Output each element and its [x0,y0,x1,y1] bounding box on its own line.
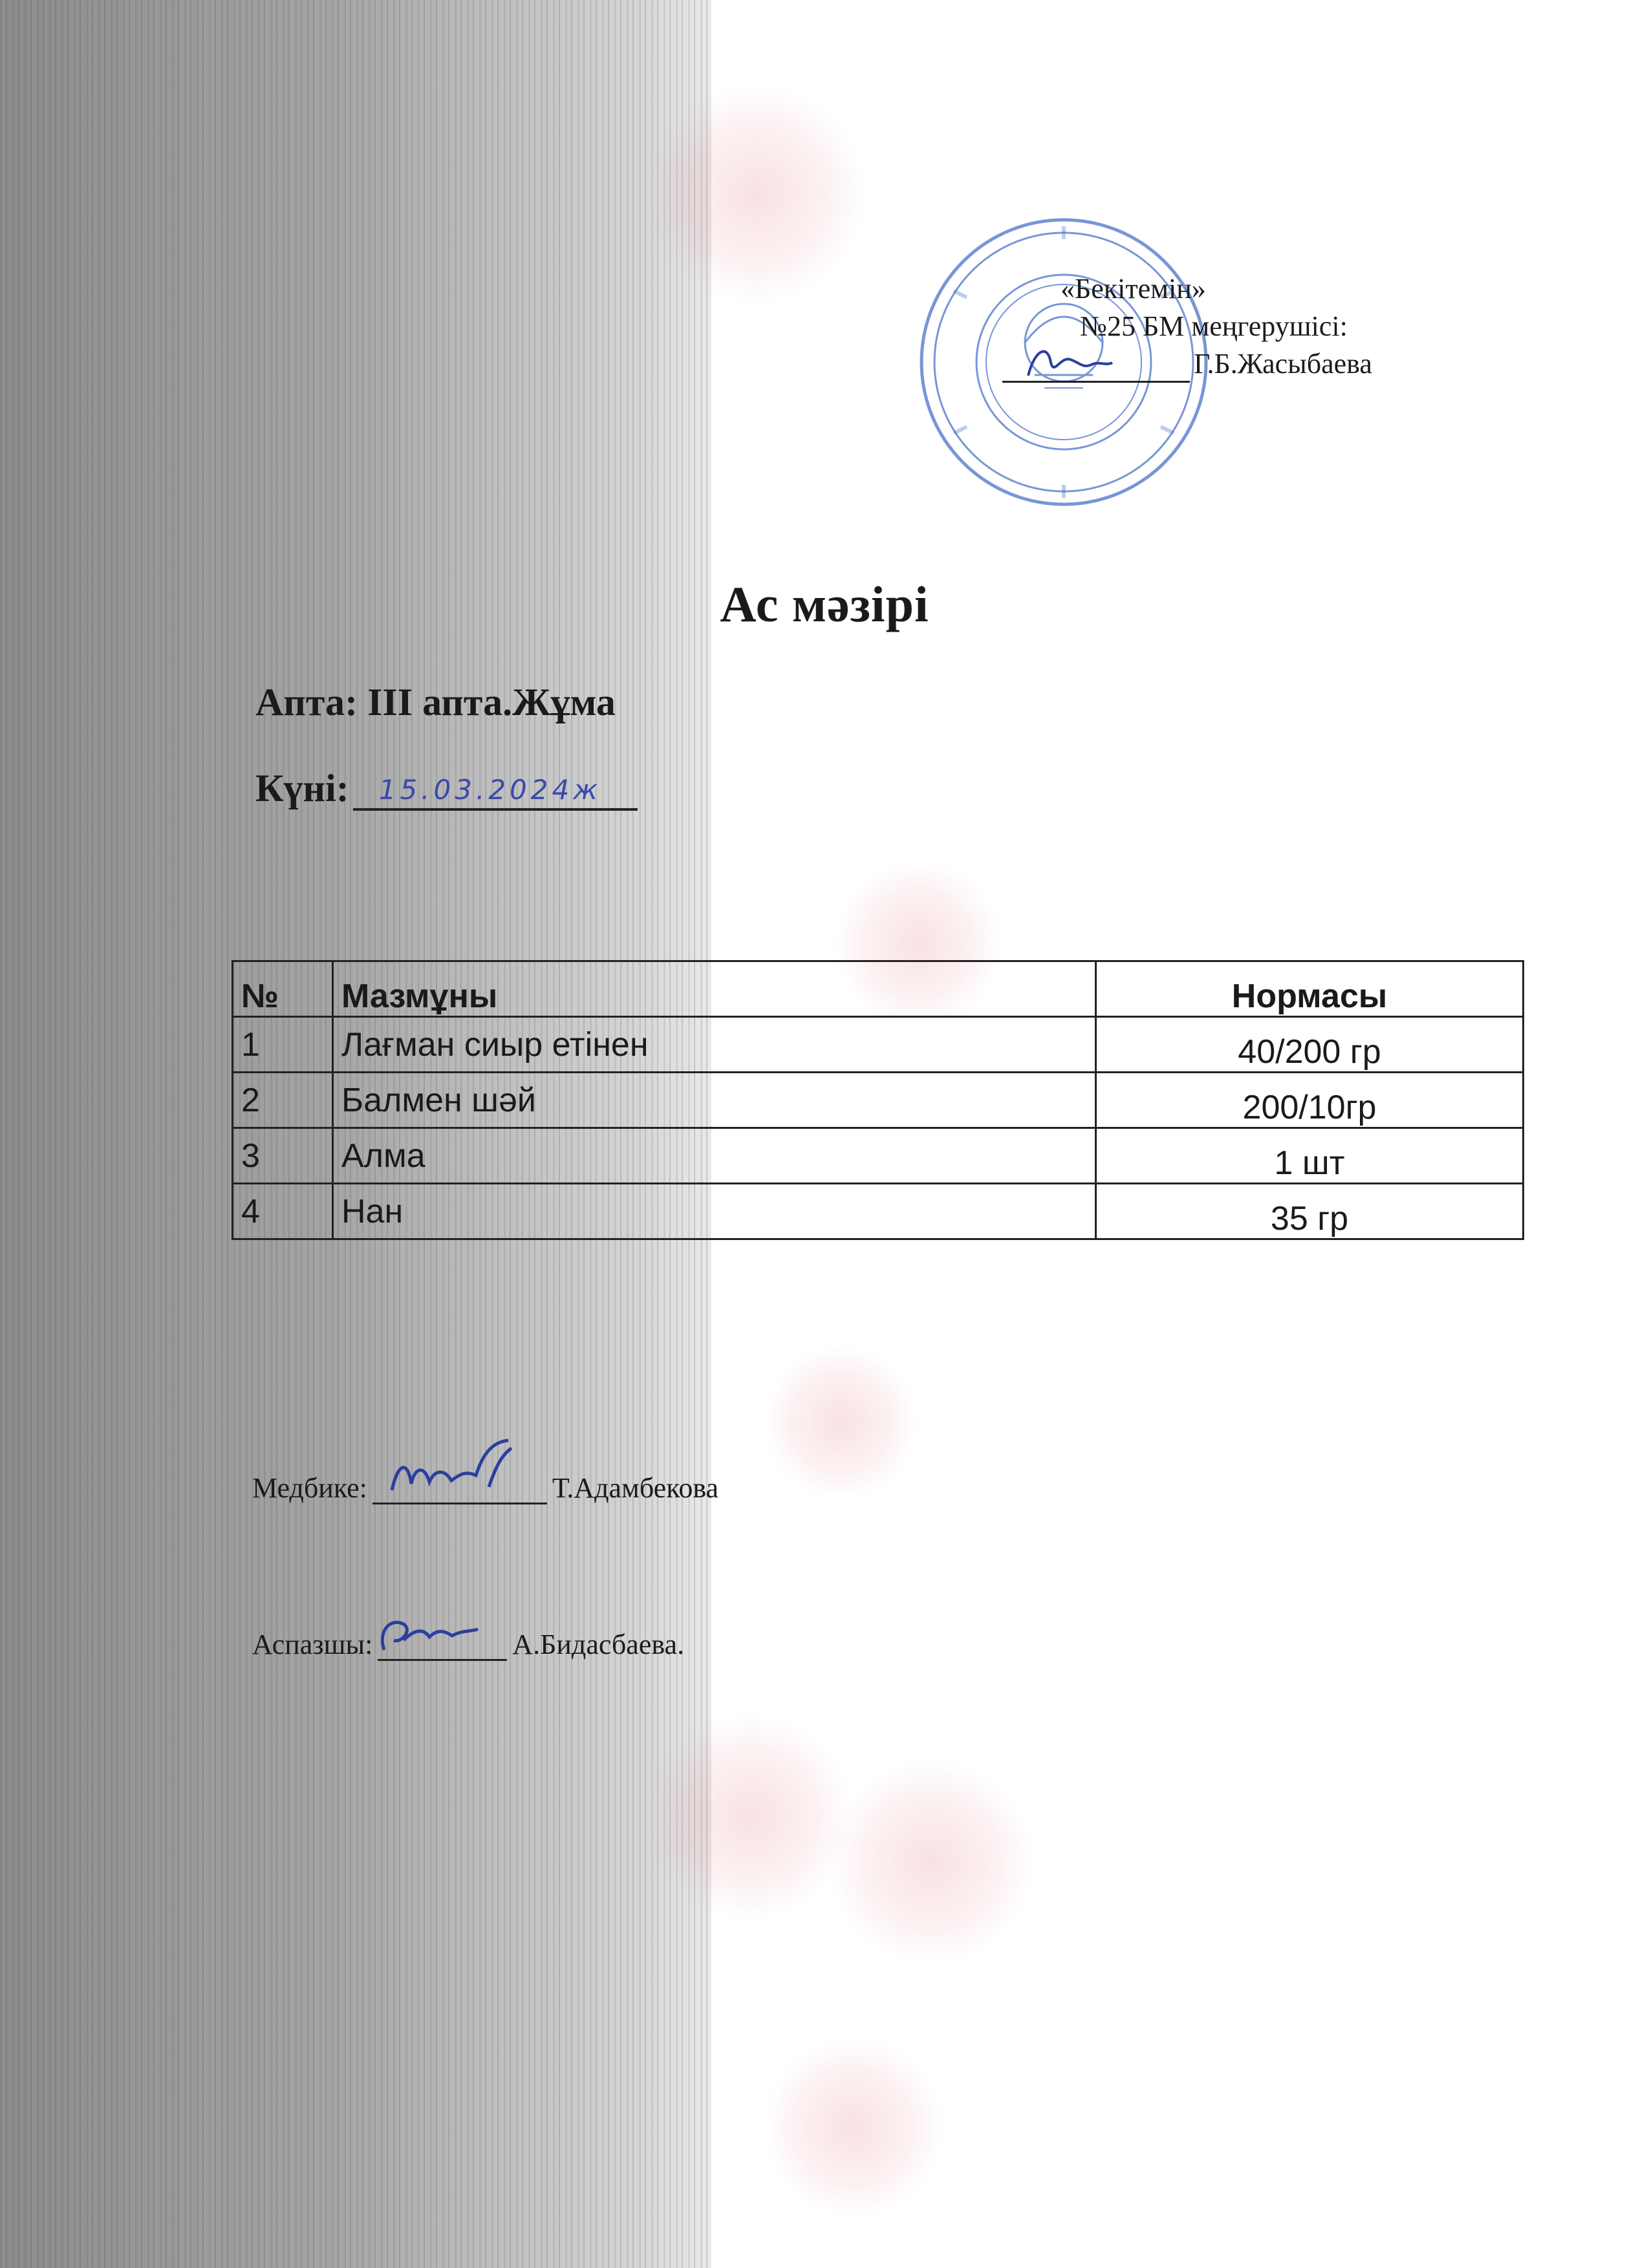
row-number: 3 [233,1128,333,1184]
approval-block [1061,270,1372,383]
nurse-signature-row [252,1466,718,1504]
table-row [233,1073,1524,1128]
row-number: 4 [233,1184,333,1239]
approval-heading: «Бекітемін» [1061,273,1206,305]
nurse-name: Т.Адамбекова [552,1472,719,1504]
director-signature [1002,378,1190,383]
table-header-row [233,961,1524,1017]
cook-name: А.Бидасбаева. [512,1629,685,1660]
row-number: 2 [233,1073,333,1128]
cook-signature-row [252,1623,684,1661]
week-label: Апта: ІІІ апта.Жұма [255,681,616,723]
nurse-signature-icon [379,1435,534,1506]
row-dish: Нан [333,1184,1096,1239]
row-dish: Балмен шәй [333,1073,1096,1128]
header-norm: Нормасы [1096,961,1524,1017]
stamp-smudge [828,1759,1035,1965]
stamp-smudge [647,84,867,304]
header-content: Мазмұны [333,961,1096,1017]
director-signature-icon [1022,337,1119,382]
table-row [233,1128,1524,1184]
cook-signature-icon [365,1605,494,1663]
table-row [233,1184,1524,1239]
page-title: Ас мәзірі [720,576,929,632]
director-name: Г.Б.Жасыбаева [1194,348,1372,380]
nurse-signature [372,1466,547,1504]
row-norm: 1 шт [1096,1128,1524,1184]
table-row [233,1017,1524,1073]
date-value: 15.03.2024ж [353,772,638,811]
header-number: № [233,961,333,1017]
row-dish: Алма [333,1128,1096,1184]
cook-label: Аспазшы: [252,1629,373,1660]
cook-signature [378,1623,507,1661]
stamp-smudge [763,1345,918,1500]
date-row [255,766,638,811]
row-norm: 40/200 гр [1096,1017,1524,1073]
date-label: Күні: [255,767,349,809]
row-norm: 200/10гр [1096,1073,1524,1128]
row-dish: Лағман сиыр етінен [333,1017,1096,1073]
approval-signature-row [1002,345,1372,383]
nurse-label: Медбике: [252,1472,367,1504]
stamp-smudge [647,1713,854,1920]
menu-table [232,960,1524,1240]
row-norm: 35 гр [1096,1184,1524,1239]
stamp-smudge [763,2037,944,2218]
approval-position: №25 БМ меңгерушісі: [1080,310,1348,342]
row-number: 1 [233,1017,333,1073]
